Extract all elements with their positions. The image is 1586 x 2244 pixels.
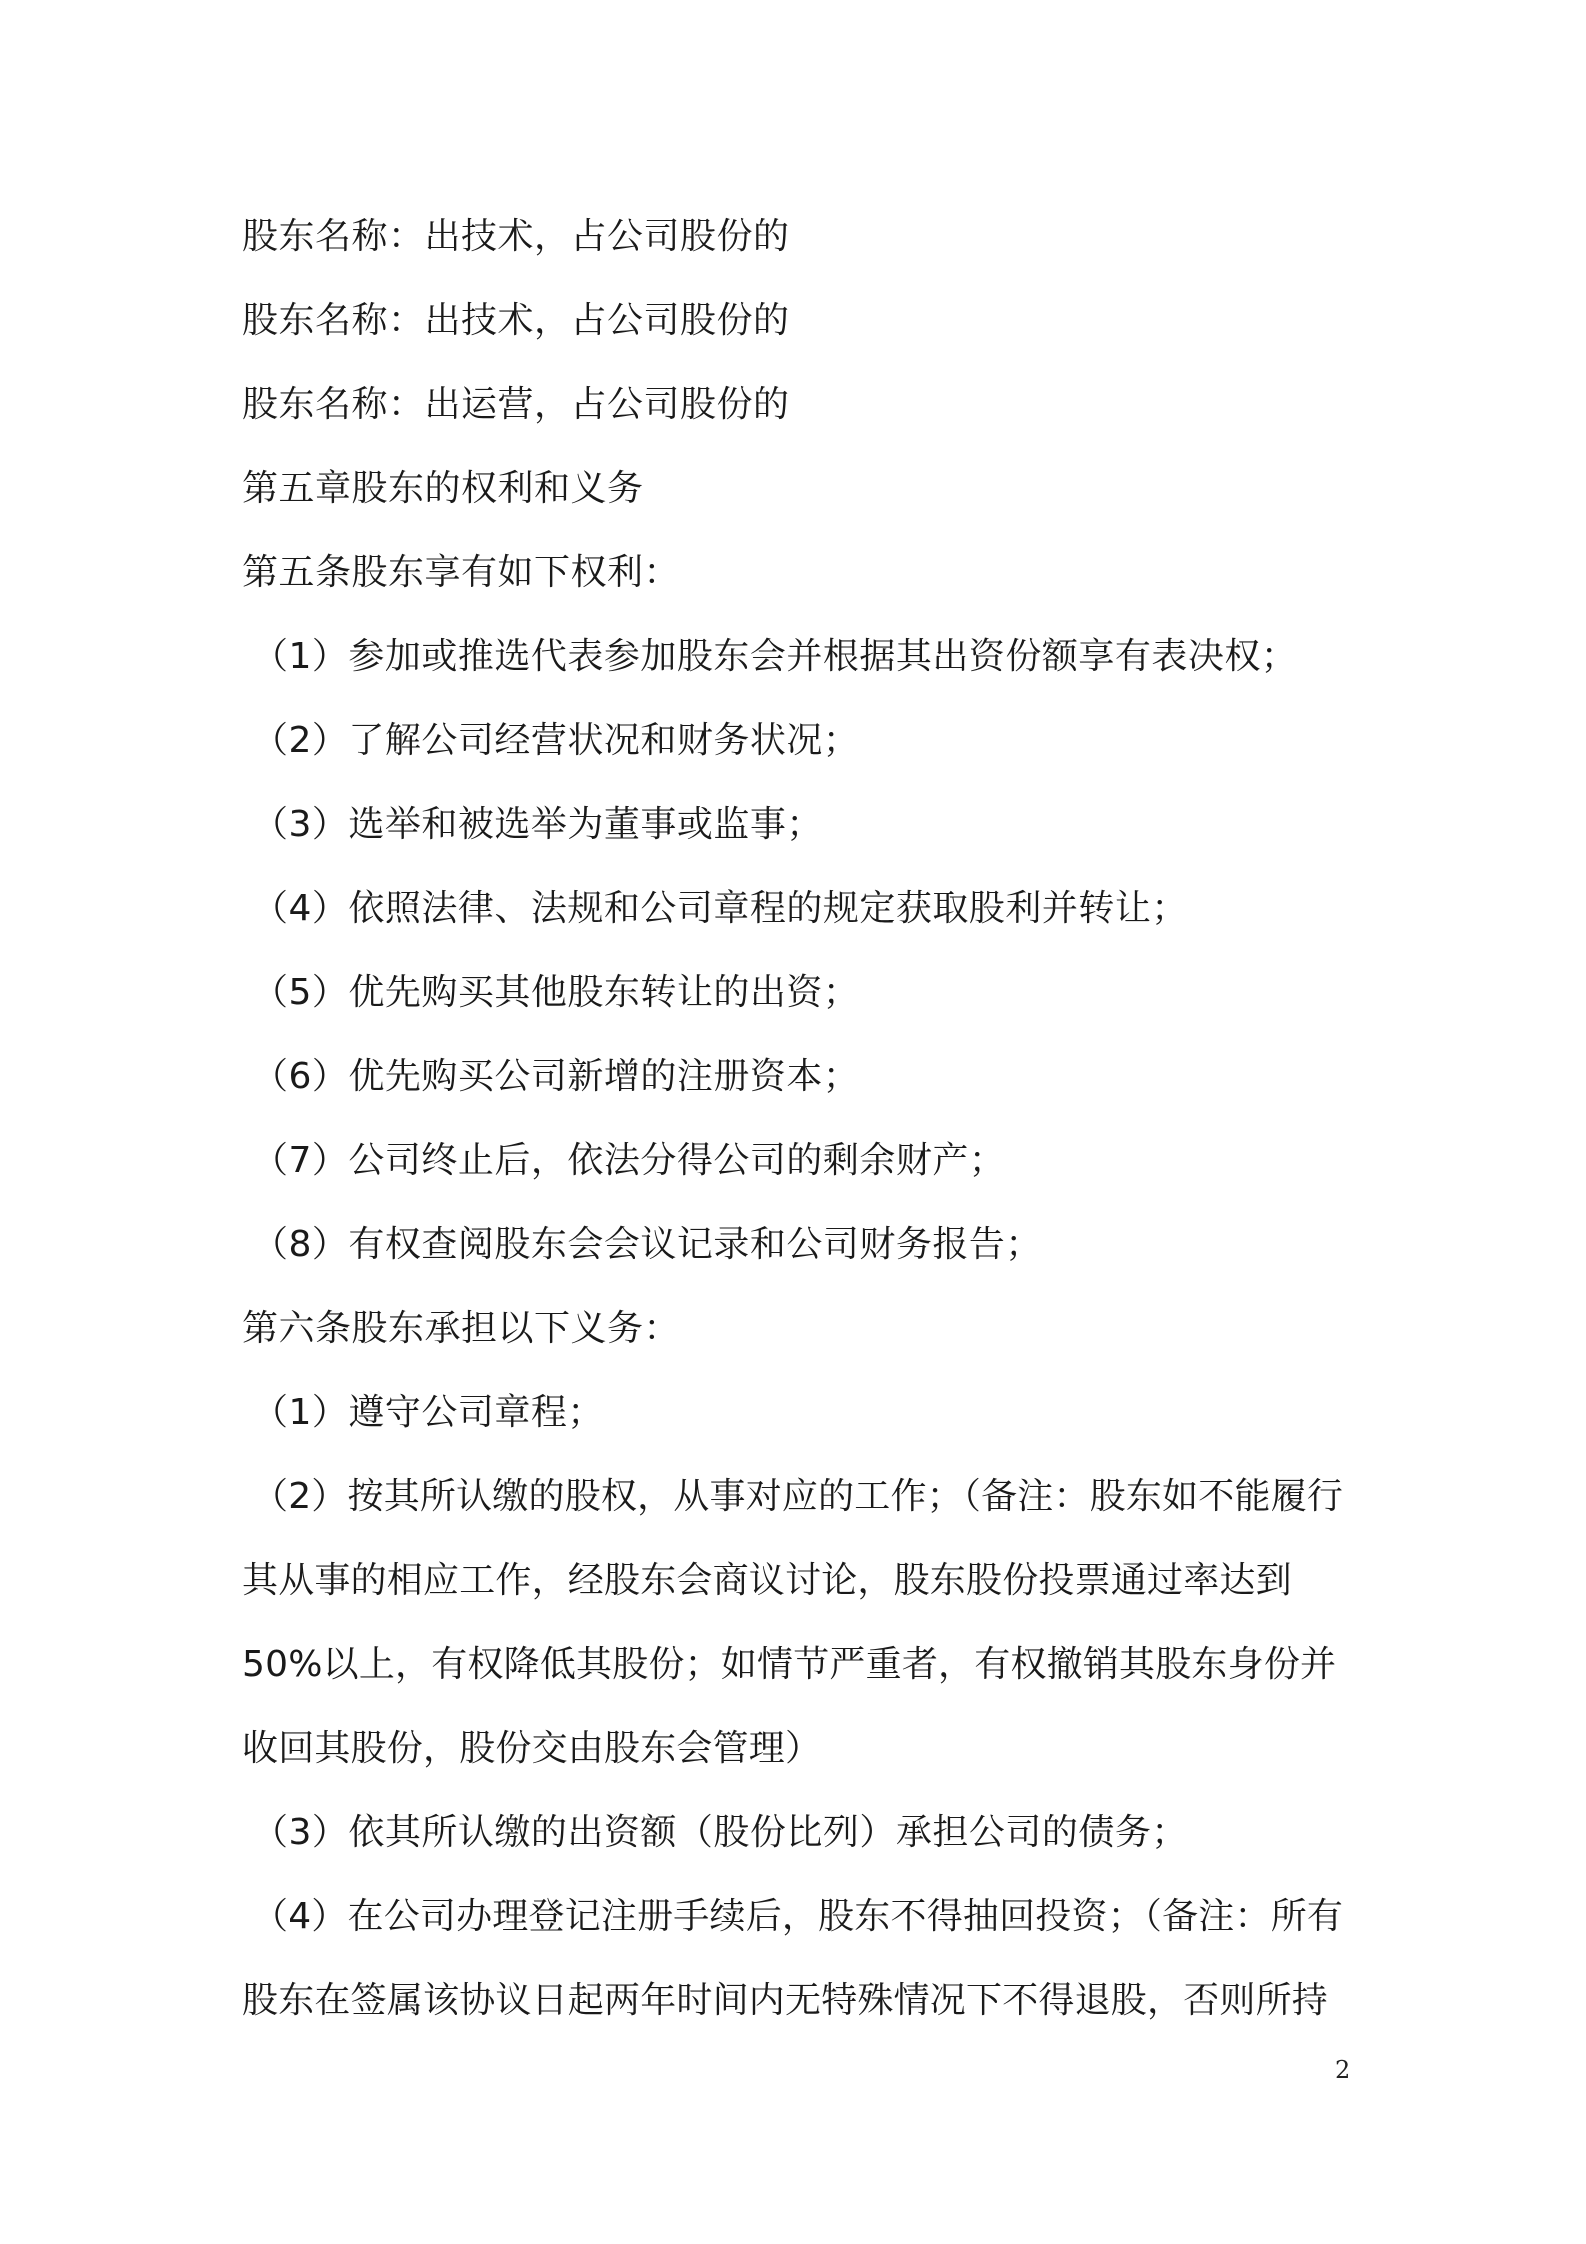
chapter-heading: 第五章股东的权利和义务 — [242, 468, 644, 509]
duty-item-3: （3）依其所认缴的出资额（股份比列）承担公司的债务； — [252, 1812, 1188, 1853]
right-item-6: （6）优先购买公司新增的注册资本； — [252, 1056, 860, 1097]
duty-item-4-line-2: 股东在签属该协议日起两年时间内无特殊情况下不得退股，否则所持 — [242, 1980, 1329, 2021]
right-item-7: （7）公司终止后，依法分得公司的剩余财产； — [252, 1140, 1006, 1181]
right-item-5: （5）优先购买其他股东转让的出资； — [252, 972, 860, 1013]
duty-item-1: （1）遵守公司章程； — [252, 1392, 604, 1433]
page-number: 2 — [1335, 2056, 1351, 2084]
article-5-heading: 第五条股东享有如下权利： — [242, 552, 681, 593]
right-item-2: （2）了解公司经营状况和财务状况； — [252, 720, 860, 761]
article-6-heading: 第六条股东承担以下义务： — [242, 1308, 681, 1349]
duty-item-2-line-1: （2）按其所认缴的股权，从事对应的工作；（备注：股东如不能履行 — [252, 1476, 1344, 1517]
duty-item-2-line-3: 50%以上，有权降低其股份；如情节严重者，有权撤销其股东身份并 — [242, 1644, 1337, 1685]
shareholder-line-1: 股东名称：出技术，占公司股份的 — [242, 216, 790, 257]
right-item-1: （1）参加或推选代表参加股东会并根据其出资份额享有表决权； — [252, 636, 1298, 677]
right-item-8: （8）有权查阅股东会会议记录和公司财务报告； — [252, 1224, 1042, 1265]
duty-item-2-line-4: 收回其股份，股份交由股东会管理） — [242, 1728, 822, 1769]
document-body — [242, 195, 1367, 2043]
duty-item-2-line-2: 其从事的相应工作，经股东会商议讨论，股东股份投票通过率达到 — [242, 1560, 1292, 1601]
shareholder-line-3: 股东名称：出运营，占公司股份的 — [242, 384, 790, 425]
right-item-3: （3）选举和被选举为董事或监事； — [252, 804, 823, 845]
shareholder-line-2: 股东名称：出技术，占公司股份的 — [242, 300, 790, 341]
right-item-4: （4）依照法律、法规和公司章程的规定获取股利并转让； — [252, 888, 1188, 929]
duty-item-4-line-1: （4）在公司办理登记注册手续后，股东不得抽回投资；（备注：所有 — [252, 1896, 1344, 1937]
